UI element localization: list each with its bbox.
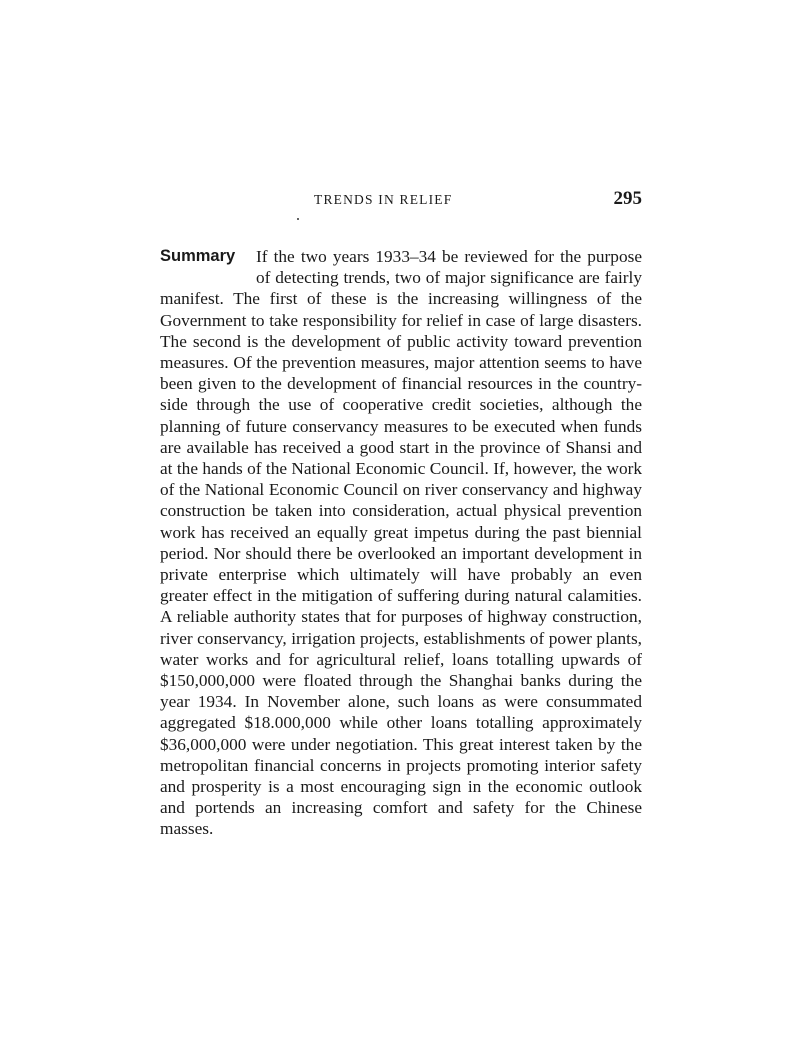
book-page — [160, 188, 642, 840]
page-number: 295 — [613, 188, 642, 209]
summary-section — [160, 246, 642, 840]
running-head — [160, 188, 642, 218]
side-heading: Summary — [160, 247, 236, 265]
running-title: TRENDS IN RELIEF — [314, 192, 453, 207]
print-speck — [297, 218, 299, 220]
body-paragraph: If the two years 1933–34 be reviewed for the purpose of detecting trends, two of major significance are fairly manifest. The first of these is the increasing willingness of the Government to take responsibility for relief in case of large disasters. The second is the development of public activity toward prevention measures. Of the prevention measures, major attention seems to have been given to the development of financial resources in the country-side through the use of cooperative credit societies, although the planning of future conservancy measures to be executed when funds are available has received a good start in the province of Shansi and at the hands of the National Economic Council. If, however, the work of the National Economic Council on river conservancy and highway construction be taken into consideration, actual physical prevention work has received an equally great impetus during the past biennial period. Nor should there be overlooked an important development in private enterprise which ultimately will have probably an even greater effect in the mitigation of suffering during natural calamities. A reliable authority states that for purposes of highway construction, river conservancy, irrigation projects, establishments of power plants, water works and for agricultural relief, loans totalling upwards of $150,000,000 were floated through the Shanghai banks during the year 1934. In November alone, such loans as were consummated aggregated $18.000,000 while other loans totalling approximately $36,000,000 were under negotiation. This great interest taken by the metropolitan financial concerns in projects promoting interior safety and prosperity is a most encouraging sign in the economic outlook and portends an increasing comfort and safety for the Chinese masses. — [160, 247, 642, 839]
